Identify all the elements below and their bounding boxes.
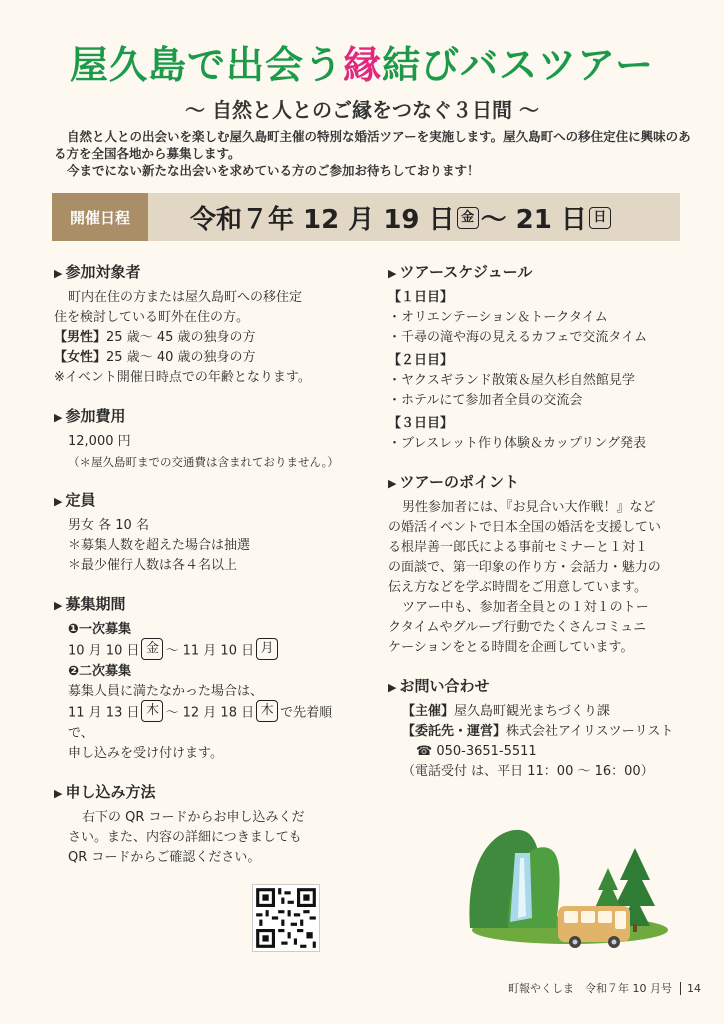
section-apply: ▶ 申し込み方法 右下の QR コードからお申し込みくだ さい。また、内容の詳細につきましても QR コードからご確認ください。 (54, 782, 354, 868)
section-contact: ▶ お問い合わせ 【主催】屋久島町観光まちづくり課 【委託先・運営】株式会社アイリスツーリスト ☎ 050-3651-5511 （電話受付 は、平日 11：00 〜 16：00） (388, 676, 688, 782)
event-date: 令和７年 12 月 19 日 金 〜 21 日 日 (190, 199, 613, 236)
weekday-badge: 金 (457, 207, 479, 229)
bus-forest-illustration (460, 818, 670, 958)
section-heading: ▶ 申し込み方法 (54, 782, 354, 804)
event-date-bar (52, 193, 680, 241)
section-heading: ▶ お問い合わせ (388, 676, 688, 698)
section-target: ▶ 参加対象者 町内在住の方または屋久島町への移住定 住を検討している町外在住の方。 【男性】25 歳〜 45 歳の独身の方 【女性】25 歳〜 40 歳の独身の方 ※イベント開催日時点での年齢となります。 (54, 262, 354, 388)
qr-code-icon[interactable] (252, 884, 320, 952)
section-schedule: ▶ ツアースケジュール 【１日目】 ・オリエンテーション＆トークタイム ・千尋の滝や海の見えるカフェで交流タイム 【２日目】 ・ヤクスギランド散策＆屋久杉自然館見学 ・ホテルにて参加者全員の交流会 【３日目】 ・ブレスレット作り体験＆カップリング発表 (388, 262, 688, 454)
section-capacity: ▶ 定員 男女 各 10 名 ＊募集人数を超えた場合は抽選 ＊最少催行人数は各４名以上 (54, 490, 354, 576)
phone-number: ☎ 050-3651-5511 (416, 744, 537, 759)
left-column (54, 262, 354, 886)
section-heading: ▶ ツアースケジュール (388, 262, 688, 284)
section-heading: ▶ 募集期間 (54, 594, 354, 616)
right-column (388, 262, 688, 800)
section-heading: ▶ 定員 (54, 490, 354, 512)
weekday-badge: 日 (589, 207, 611, 229)
section-heading: ▶ 参加費用 (54, 406, 354, 428)
subtitle: 〜 自然と人とのご縁をつなぐ３日間 〜 (185, 98, 539, 122)
page-number: 14 (680, 982, 701, 995)
section-heading: ▶ 参加対象者 (54, 262, 354, 284)
page-title: 屋久島で出会う縁結びバスツアー (70, 43, 654, 87)
section-points: ▶ ツアーのポイント 男性参加者には、『お見合い大作戦！』など の婚活イベントで日本全国の婚活を支援してい る根岸善一郎氏による事前セミナーと１対１ の面談で、第一印象の作り方・会話力・魅力の 伝え方などを学ぶ時間をご用意しています。 ツアー中も、参加者全員との１対１のトー クタイムやグループ行動でたくさんコミュニ ケーションをとる時間を企画しています。 (388, 472, 688, 658)
intro-text: 自然と人との出会いを楽しむ屋久島町主催の特別な婚活ツアーを実施します。屋久島町への移住定住に興味のある方を全国各地から募集します。 今までにない新たな出会いを求めている方のご参加お待ちしております！ (54, 129, 691, 178)
section-fee: ▶ 参加費用 12,000 円 （＊屋久島町までの交通費は含まれておりません。） (54, 406, 354, 472)
section-heading: ▶ ツアーのポイント (388, 472, 688, 494)
date-label: 開催日程 (52, 193, 148, 241)
page-footer: 町報やくしま 令和７年 10 月号 14 (508, 982, 701, 995)
section-period: ▶ 募集期間 ❶一次募集 10 月 10 日 金 〜 11 月 10 日 月 ❷二次募集 募集人員に満たなかった場合は、 11 月 13 日 木 〜 12 月 18 日 木 で先着順で、 申し込みを受け付けます。 (54, 594, 354, 764)
